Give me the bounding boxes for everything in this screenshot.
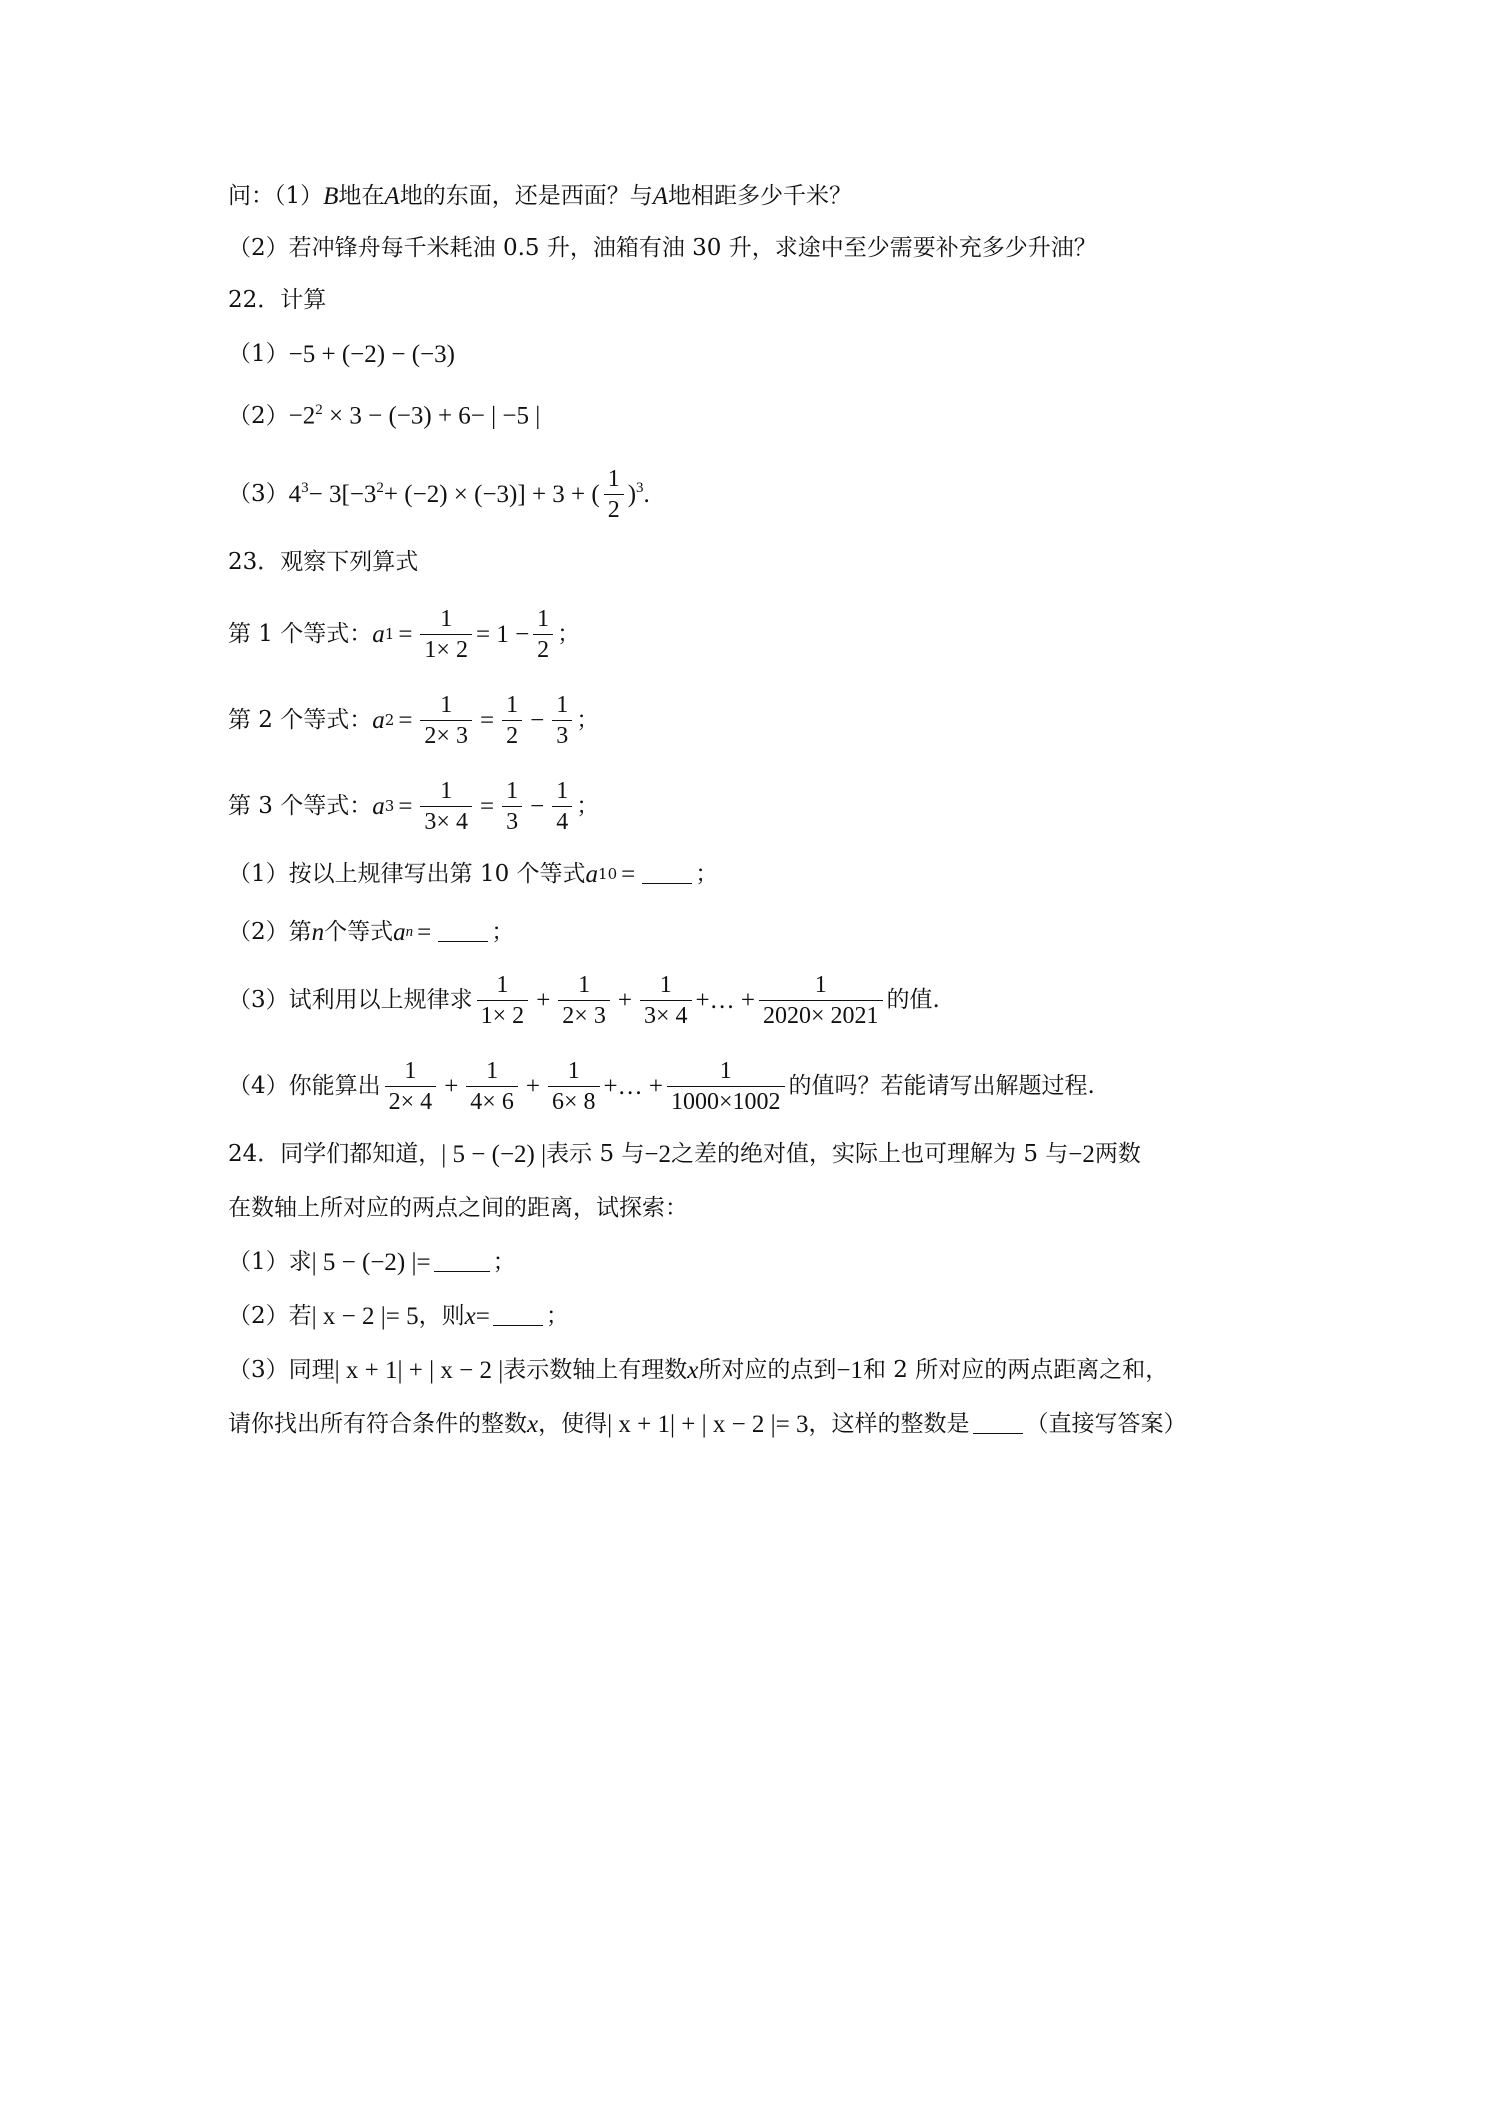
denominator: 3 xyxy=(552,720,572,748)
text: ，这样的整数是 xyxy=(808,1410,970,1437)
label: 第 2 个等式： xyxy=(228,706,373,733)
expr-part: ) xyxy=(627,480,637,508)
q23-eq1: 第 1 个等式： a 1 = $\frac{1}{1\times 2}$ = 1 − $\frac{1}{2}$ ； xyxy=(228,605,581,663)
denominator: 2 xyxy=(533,634,553,662)
q24-line1 xyxy=(228,1126,1141,1182)
answer-blank xyxy=(438,923,488,942)
var-A: A xyxy=(384,182,400,210)
numerator: 1 xyxy=(556,777,569,804)
denominator: 6× 8 xyxy=(548,1086,600,1114)
text: （2）若 xyxy=(228,1302,312,1329)
denominator: 2× 3 xyxy=(558,1000,610,1028)
numerator: 1 xyxy=(659,971,672,998)
math-expr: = 1 − xyxy=(475,620,530,648)
denominator: 2 xyxy=(604,494,624,522)
text: 的值. xyxy=(886,986,940,1013)
expr-part: + (−2) × (−3)] + 3 + ( xyxy=(383,480,600,508)
q22-part3 xyxy=(228,458,650,530)
text: 24．同学们都知道， xyxy=(228,1140,442,1167)
label: 第 1 个等式： xyxy=(228,620,373,647)
denominator: 2 xyxy=(502,720,522,748)
numerator: 1 xyxy=(440,691,453,718)
subscript: 3 xyxy=(384,796,395,815)
q24-part3 xyxy=(228,1342,1168,1398)
text: （4）你能算出 xyxy=(228,1072,381,1099)
math-expr: | x + 1| + | x − 2 |= 3 xyxy=(607,1410,809,1438)
q23-eq3: 第 3 个等式： a 3 = $\frac{1}{3\times 4}$ = $\frac{1}{3}$ − $\frac{1}{4}$ ； xyxy=(228,777,600,835)
denominator: 1000×1002 xyxy=(667,1086,785,1114)
numerator: 1 xyxy=(506,777,519,804)
numerator: 1 xyxy=(537,605,550,632)
fraction xyxy=(548,1059,600,1114)
math-expr: −1 xyxy=(836,1356,863,1384)
punct: ； xyxy=(557,620,581,647)
exponent: 3 xyxy=(301,479,309,496)
numerator: 1 xyxy=(578,971,591,998)
fraction xyxy=(502,779,522,834)
q24-part1 xyxy=(228,1234,516,1290)
fraction xyxy=(466,1059,518,1114)
var-x: x xyxy=(464,1302,476,1330)
fraction xyxy=(552,693,572,748)
var-x: x xyxy=(687,1356,699,1384)
numerator: 1 xyxy=(719,1057,732,1084)
fraction xyxy=(420,693,472,748)
text: （3）同理 xyxy=(228,1356,335,1383)
numerator: 1 xyxy=(506,691,519,718)
text: 两数 xyxy=(1094,1140,1141,1167)
label: （2） xyxy=(228,402,289,429)
math-expr: | x + 1| + | x − 2 | xyxy=(334,1356,504,1384)
text: ，使得 xyxy=(538,1410,608,1437)
expr-part: − 3[−3 xyxy=(308,480,377,508)
var-x: x xyxy=(527,1410,539,1438)
math-expr xyxy=(289,467,650,522)
answer-blank xyxy=(642,865,692,884)
text: 的值吗？若能请写出解题过程. xyxy=(788,1072,1095,1099)
fraction xyxy=(420,779,472,834)
math-expr: −2 xyxy=(1068,1140,1095,1168)
var-a: a xyxy=(372,620,385,648)
subscript: n xyxy=(405,923,414,940)
math-expr: = xyxy=(475,1302,490,1330)
q21-part1 xyxy=(228,168,852,224)
fraction xyxy=(604,467,624,522)
denominator: 2× 4 xyxy=(385,1086,437,1114)
fraction xyxy=(477,973,529,1028)
math-expr: | x − 2 |= 5 xyxy=(311,1302,419,1330)
fraction xyxy=(552,779,572,834)
q22-title: 22．计算 xyxy=(228,286,327,313)
numerator: 1 xyxy=(814,971,827,998)
punct: ； xyxy=(695,860,719,887)
label: （3） xyxy=(228,480,289,507)
q23-part3: （3）试利用以上规律求 $\frac{1}{1\times 2}$ + $\frac{1}{2\times 3}$ + $\frac{1}{3\times 4}$ +… + $\frac{1}{2020\times 2021}$ 的值. xyxy=(228,971,940,1029)
denominator: 2020× 2021 xyxy=(759,1000,883,1028)
math-expr: | 5 − (−2) | xyxy=(441,1140,547,1168)
expr-part: −2 xyxy=(288,402,316,430)
fraction xyxy=(385,1059,437,1114)
text: （1）按以上规律写出第 10 个等式 xyxy=(228,860,586,887)
label: 第 3 个等式： xyxy=(228,792,373,819)
q24-line2: 在数轴上所对应的两点之间的距离，试探索： xyxy=(228,1194,688,1221)
q23-title: 23．观察下列算式 xyxy=(228,548,419,575)
subscript: 10 xyxy=(598,864,618,883)
denominator: 3× 4 xyxy=(420,806,472,834)
text: ，则 xyxy=(418,1302,465,1329)
text: （2）第 xyxy=(228,918,312,945)
q23-part1: （1）按以上规律写出第 10 个等式 a 10 = ； xyxy=(228,860,719,888)
fraction xyxy=(759,973,883,1028)
label: （1） xyxy=(228,340,289,367)
math-expr: −2 xyxy=(644,1140,672,1168)
fraction xyxy=(533,607,553,662)
q24-part2 xyxy=(228,1288,569,1344)
fraction xyxy=(640,973,692,1028)
text: （直接写答案） xyxy=(1025,1410,1187,1437)
var-B: B xyxy=(323,182,339,210)
expr-part: . xyxy=(643,480,650,508)
denominator: 4 xyxy=(552,806,572,834)
denominator: 3 xyxy=(502,806,522,834)
math-expr: | 5 − (−2) |= xyxy=(311,1248,431,1276)
numerator: 1 xyxy=(404,1057,417,1084)
numerator: 1 xyxy=(486,1057,499,1084)
numerator: 1 xyxy=(440,605,453,632)
text: （1）求 xyxy=(228,1248,312,1275)
fraction xyxy=(420,607,472,662)
numerator: 1 xyxy=(496,971,509,998)
text: 地相距多少千米？ xyxy=(667,182,852,209)
denominator: 1× 2 xyxy=(420,634,472,662)
text: 个等式 xyxy=(324,918,394,945)
answer-blank xyxy=(973,1415,1023,1434)
denominator: 2× 3 xyxy=(420,720,472,748)
text: 问：（1） xyxy=(228,182,324,209)
exponent: 2 xyxy=(315,402,323,419)
q22-part1 xyxy=(228,326,455,382)
text: 所对应的点到 xyxy=(698,1356,837,1383)
exponent: 2 xyxy=(376,479,384,496)
answer-blank xyxy=(493,1307,543,1326)
math-expr xyxy=(289,403,541,428)
numerator: 1 xyxy=(440,777,453,804)
q21-part2: （2）若冲锋舟每千米耗油 0.5 升，油箱有油 30 升，求途中至少需要补充多少升油？ xyxy=(228,234,1097,261)
q23-eq2: 第 2 个等式： a 2 = $\frac{1}{2\times 3}$ = $\frac{1}{2}$ − $\frac{1}{3}$ ； xyxy=(228,691,600,749)
numerator: 1 xyxy=(607,465,620,492)
expr-part: × 3 − (−3) + 6− | −5 | xyxy=(322,402,541,430)
denominator: 3× 4 xyxy=(640,1000,692,1028)
ellipsis: +… + xyxy=(695,986,755,1014)
text: 请你找出所有符合条件的整数 xyxy=(228,1410,527,1437)
text: 地的东面，还是西面？与 xyxy=(399,182,653,209)
text: 之差的绝对值，实际上也可理解为 5 与 xyxy=(671,1140,1069,1167)
text: （3）试利用以上规律求 xyxy=(228,986,473,1013)
var-a: a xyxy=(372,792,385,820)
var-n: n xyxy=(311,918,325,946)
answer-blank xyxy=(434,1253,490,1272)
punct: ； xyxy=(492,1248,516,1275)
q23-part4: （4）你能算出 $\frac{1}{2\times 4}$ + $\frac{1}{4\times 6}$ + $\frac{1}{6\times 8}$ +… + $\frac{1}{1000\times 1002}$ 的值吗？若能请写出解题过程. xyxy=(228,1057,1095,1115)
punct: ； xyxy=(545,1302,569,1329)
subscript: 1 xyxy=(384,624,395,643)
text: 地在 xyxy=(338,182,385,209)
numerator: 1 xyxy=(567,1057,580,1084)
text: 表示 5 与 xyxy=(546,1140,645,1167)
text: 和 2 所对应的两点距离之和， xyxy=(862,1356,1169,1383)
text: 表示数轴上有理数 xyxy=(503,1356,688,1383)
var-a: a xyxy=(393,918,406,946)
punct: ； xyxy=(491,918,515,945)
fraction xyxy=(558,973,610,1028)
punct: ； xyxy=(576,706,600,733)
var-a: a xyxy=(372,706,385,734)
fraction xyxy=(502,693,522,748)
denominator: 1× 2 xyxy=(477,1000,529,1028)
ellipsis: +… + xyxy=(603,1072,663,1100)
punct: ； xyxy=(576,792,600,819)
q22-part2 xyxy=(228,388,540,444)
subscript: 2 xyxy=(384,710,395,729)
fraction xyxy=(667,1059,785,1114)
expr-part: 4 xyxy=(288,480,302,508)
exponent: 3 xyxy=(636,479,644,496)
q24-part3-line2 xyxy=(228,1396,1187,1452)
var-A: A xyxy=(652,182,668,210)
numerator: 1 xyxy=(556,691,569,718)
var-a: a xyxy=(585,860,599,888)
math-expr: −5 + (−2) − (−3) xyxy=(288,340,455,368)
denominator: 4× 6 xyxy=(466,1086,518,1114)
q23-part2: （2）第 n 个等式 a n = ； xyxy=(228,918,515,946)
